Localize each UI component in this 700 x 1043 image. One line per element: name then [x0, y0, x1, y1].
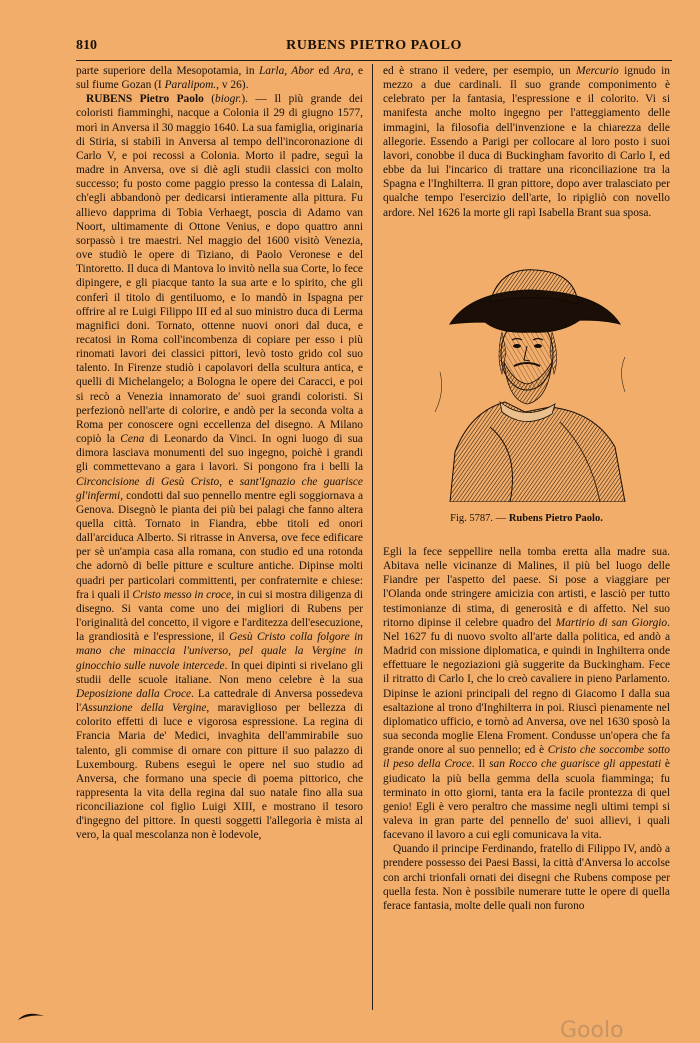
italic-text: Cristo che soccombe sotto il peso della Croce [383, 744, 670, 771]
text: , maraviglioso per bellezza di colorito effetti di luce e vigorosa espressione. La regina di Francia Maria de' Medici, invaghita dell'ammirabile suo talento, gli commise di ornare con pitture il suo palazzo di Luxembourg. Rubens eseguì le opere nel suo studio ad Anversa, che formano una specie di poema pittorico, che rappresenta la vita della regina dal suo natale fino alla sua riconciliazione col figlio Luigi XIII, e mostrano il tesoro d'ingegno del pittore. In questi soggetti l'allegoria è mista al vero, la qual mescolanza non è lodevole, [76, 702, 363, 842]
paragraph-ferdinand: Quando il principe Ferdinando, fratello di Filippo IV, andò a prendere possesso dei Paesi Bassi, la città d'Anversa lo accolse con archi trionfali ornati dei disegni che Rubens compose per quella festa. Non è possibile numerare tutte le opere di quella ferace fantasia, molte delle quali non furono [383, 843, 670, 912]
figure-caption [383, 513, 670, 524]
italic-text: Ara [333, 65, 351, 77]
page-number: 810 [76, 38, 97, 53]
italic-text: sant'Ignazio che guarisce gl'infermi [76, 475, 363, 502]
text: parte superiore della Mesopotamia, in [76, 65, 259, 77]
right-column-top [383, 64, 670, 220]
text: ignudo in mezzo a due cardinali. Il suo grande componimento è celebrato per la fantasia, l'espressione e il colorito. Vi si manifesta anche molto ingegno per l'atteggiamento delle immagini, la filosofia dell'invenzione e la chiarezza delle allegorie. Essendo a Parigi per collocare al loro posto i suoi lavori, conobbe il duca di Buckingham favorito di Carlo I, ed ebbe da lui l'incarico di trattare una riconciliazione tra la Spagna e l'Inghilterra. Il gran pittore, dopo aver tralasciato per qualche tempo l'esercizio dell'arte, lo ripigliò con novello ardore. Nel 1626 la morte gli rapì Isabella Brant sua sposa. [383, 65, 670, 219]
running-head: RUBENS PIETRO PAOLO [286, 38, 462, 53]
text: , condotti dal suo pennello mentre egli soggiornava a Genova. Disegnò le pianta dei più bei palagi che fanno altera quella città. Tornato in Fiandra, ebbe titoli ed onori dall'arciduca Alberto. Si ritrasse in Anversa, ove fece edificare per sè un'ampia casa alla romana, con studio ed una rotonda che adornò di belle pitture e sculture antiche. Dipinse molti quadri per particolari committenti, per confraternite e chiese: fra i quali il [76, 489, 363, 601]
caption-title: Rubens Pietro Paolo. [508, 513, 603, 524]
paragraph-mesopotamia [76, 64, 363, 92]
italic-text: Cristo messo in croce [132, 588, 232, 601]
text: , e [219, 475, 240, 488]
portrait-engraving [430, 262, 630, 502]
rubens-portrait-image [430, 262, 630, 502]
header-rule [76, 60, 672, 61]
text: ed è strano il vedere, per esempio, un [383, 65, 577, 77]
caption-prefix: Fig. 5787. — [450, 513, 509, 524]
text: è giudicato la più bella gemma della scuola fiamminga; fu terminato in otto giorni, tanta era la facile prontezza di quel genio! Egli è vero peraltro che massime negli ultimi tempi si valeva in gran parte del pennello de' suoi allievi, i quali facevano il lavoro a cui egli comunicava la vita. [383, 758, 670, 842]
watermark-text: Goolo [560, 1018, 624, 1043]
text: , v 26). [216, 79, 249, 92]
page-header [76, 38, 672, 58]
italic-text: Assunzione della Vergine [81, 702, 207, 715]
paragraph-continuation [383, 64, 670, 220]
italic-text: Gesù Cristo colla folgore in mano che minaccia l'universo, pel quale la Vergine in ginocchio sulle nuvole intercede [76, 631, 364, 672]
italic-text: Deposizione dalla Croce [76, 687, 192, 700]
column-divider [372, 64, 373, 1010]
text: ). — Il più grande dei coloristi fiamminghi, nacque a Colonia il 29 di giugno 1577, morì in Anversa il 30 maggio 1640. La sua famiglia, originaria di Stiria, si stabilì in Anversa al tempo dell'incoronazione di Carlo V, e poi recossi a Colonia. Morto il padre, seguì la madre in Anversa, ove si diè agli studii classici con molto successo; fu posto come paggio presso la contessa di Lalain, ch'egli abbandonò per dedicarsi intieramente alla pittura. Fu allievo dapprima di Tobia Verhaegt, poscia di Adamo van Noort, ultimamente di Ottone Venius, e dopo quattro anni sorpassò i tre maestri. Nel maggio del 1600 visitò Venezia, ove studiò le opere di Tiziano, di Paolo Veronese e del Tintoretto. Il duca di Mantova lo invitò nella sua Corte, lo fece dipingere, e gli piacque tanto la sua arte e lo spirito, che gli conferì il titolo di gentiluomo, e lo mandò in Ispagna per offrire al re Luigi Filippo III ed al suo ministro duca di Lerma magnifici doni. Tornato, ottenne nuovi onori dal duca, e recatosi in Roma coll'incombenza di copiare per esso i più rinomati lavori dei classici pittori, levò tosto grido col suo talento. In Firenze studiò i capolavori della scultura antica, e quelli di Michelangelo; a Bologna le opere dei Caracci, e poi si recò a Venezia innamorato de' suoi grandi coloristi. Si perfezionò nell'arte di colorire, e andò per la seconda volta a Roma per conoscere ogni eccellenza del disegno. A Milano copiò la [76, 93, 363, 446]
italic-text: Mercurio [576, 65, 619, 77]
text: Egli la fece seppellire nella tomba eretta alla madre sua. Abitava nelle vicinanze di Malines, il più bel luogo delle Fiandre per l'aspetto del paese. Si pose a viaggiare per l'Olanda onde stringere amicizia con artisti, e lasciò per tutto testimonianze di stima, di generosità e di affetto. Nel suo ritorno dipinse il celebre quadro del [383, 546, 670, 629]
text: ( [203, 93, 216, 106]
text: ed [314, 65, 334, 77]
left-column [76, 64, 363, 1014]
right-column-bottom [383, 545, 670, 913]
italic-text: san Rocco che guarisce gli appestati [489, 758, 662, 771]
italic-text: Martirio di san Giorgio [555, 616, 668, 629]
text: , in cui si mostra diligenza di disegno. Si vanta come uno dei migliori di Rubens per l'originalità del concetto, il vigore e l'arditezza dell'esecuzione, la grandiosità e l'espressione, il [76, 588, 364, 644]
text: di Leonardo da Vinci. In ogni luogo di sua dimora lasciava monumenti del suo ingegno, poichè i grandi gli commettevano a gara i lavori. Si pongono fra i belli la [76, 433, 363, 474]
text: . In quei dipinti si rivelano gli studii delle scuole italiane. Non meno celebre è la sua [76, 659, 363, 686]
text: . Il [471, 758, 490, 771]
italic-text: Larla, Abor [258, 65, 315, 77]
entry-headword: RUBENS Pietro Paolo [86, 93, 204, 106]
paragraph-later-life [383, 545, 670, 842]
text: , e sul fiume Gozan (I [76, 65, 363, 92]
italic-text: Paralipom. [164, 79, 217, 92]
text: . Nel 1627 fu di nuovo svolto all'arte dalla politica, ed andò a Madrid con missione diplomatica, e quindi in Inghilterra onde effettuare le negoziazioni già suggerite da Buckingham. Fece il ritratto di Carlo I, che lo creò cavaliere in pieno Parlamento. Dipinse le azioni principali del regno di Giacomo I dalla sua esaltazione al trono d'Inghilterra in poi. Riuscì pienamente nel diplomatico ufficio, e tornò ad Anversa, ove nel 1630 sposò la sua seconda moglie Elena Froment. Condusse un'opera che fa grande onore al suo pennello; ed è [383, 616, 670, 757]
page-corner-mark [18, 1010, 44, 1020]
italic-text: Circoncisione di Gesù Cristo [76, 475, 220, 488]
italic-text: Cena [120, 433, 145, 446]
text: . La cattedrale di Anversa possedeva l' [76, 687, 363, 715]
italic-text: biogr. [215, 93, 242, 106]
paragraph-rubens-entry [76, 92, 363, 842]
